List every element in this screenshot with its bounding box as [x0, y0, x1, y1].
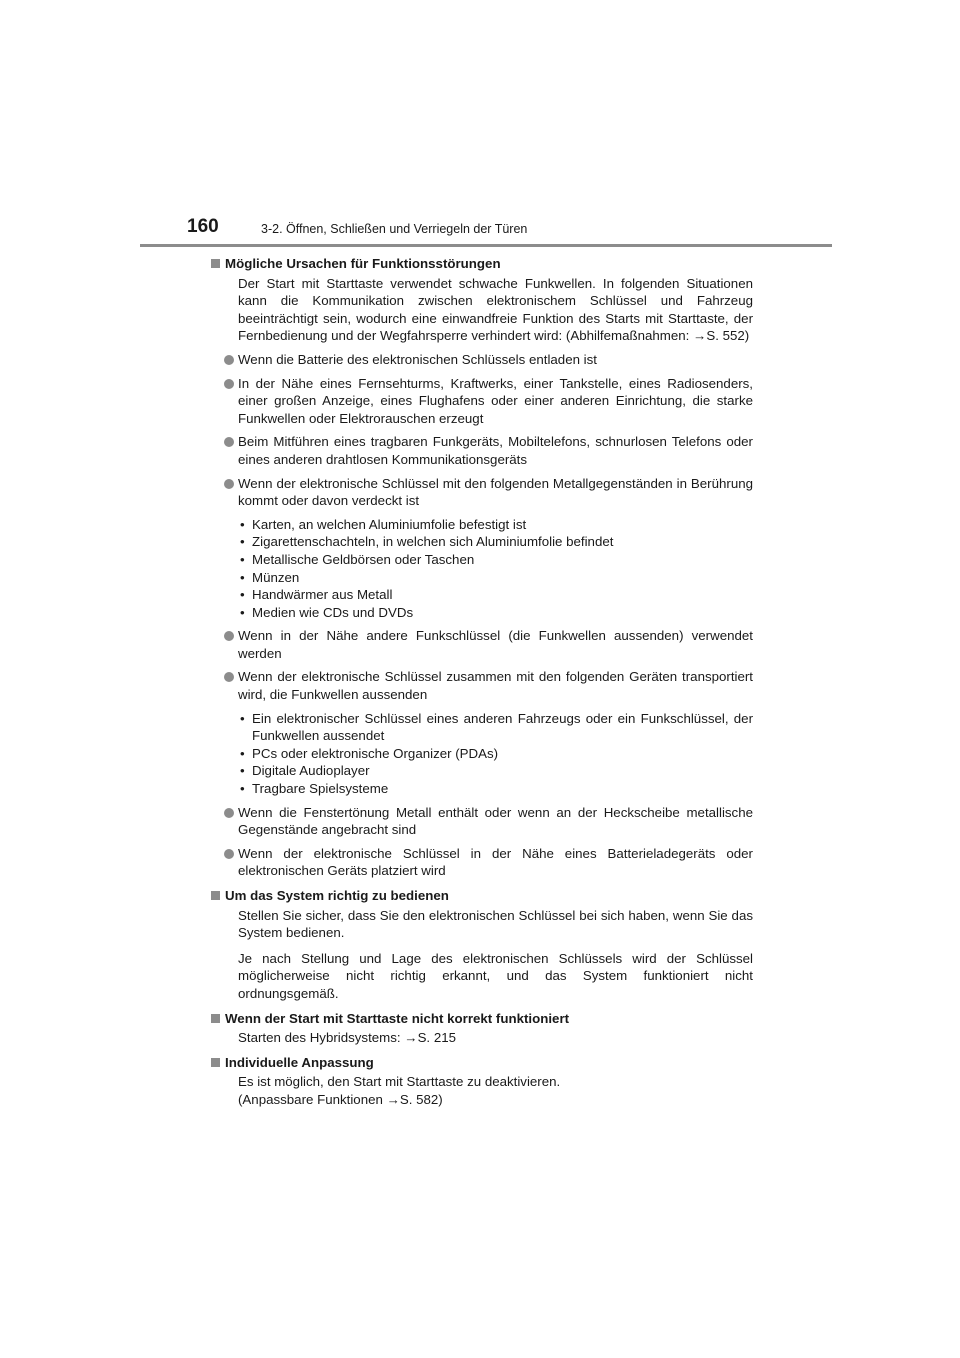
- page-header: [0, 0, 960, 250]
- circle-bullet-icon: [224, 355, 234, 365]
- list-item-text: Wenn der elektronische Schlüssel in der Nähe eines Batterieladegeräts oder elektronischen Geräts platziert wird: [238, 845, 753, 879]
- page-number: 160: [187, 216, 219, 237]
- sub-list: [211, 710, 753, 798]
- list-item-text: Beim Mitführen eines tragbaren Funkgeräts, Mobiltelefons, schnurlosen Telefons oder eines anderen drahtlosen Kommunikationsgeräts: [238, 434, 753, 467]
- sub-list-item: • Zigarettenschachteln, in welchen sich Aluminiumfolie befindet: [211, 533, 753, 551]
- circle-bullet-icon: [224, 808, 234, 818]
- sub-list-item: • Karten, an welchen Aluminiumfolie befestigt ist: [211, 516, 753, 534]
- sub-list-item: • Ein elektronischer Schlüssel eines anderen Fahrzeugs oder ein Funkschlüssel, der Funkwellen aussendet: [211, 710, 753, 745]
- sub-list: [211, 516, 753, 622]
- section-heading: [211, 255, 753, 273]
- section-heading-text: Mögliche Ursachen für Funktionsstörungen: [225, 256, 501, 271]
- list-item: [211, 845, 753, 880]
- list-item: [211, 475, 753, 510]
- section-heading-text: Wenn der Start mit Starttaste nicht korrekt funktioniert: [225, 1010, 570, 1026]
- sub-list-item: • Medien wie CDs und DVDs: [211, 604, 753, 622]
- paragraph: Stellen Sie sicher, dass Sie den elektronischen Schlüssel bei sich haben, wenn Sie das System bedienen.: [238, 907, 753, 941]
- square-bullet-icon: [211, 1014, 220, 1023]
- list-item: [211, 804, 753, 839]
- section-heading-text: Um das System richtig zu bedienen: [225, 888, 449, 903]
- chapter-title: 3-2. Öffnen, Schließen und Verriegeln der Türen: [261, 222, 528, 236]
- list-item: [211, 668, 753, 703]
- header-divider: [140, 244, 832, 247]
- paragraph: Der Start mit Starttaste verwendet schwache Funkwellen. In folgenden Situationen kann die Kommunikation zwischen elektronischem Schlüssel und Fahrzeug beeinträchtigt sein, wodurch eine einwandfreie Funktion des Starts mit Starttaste, der Fernbedienung und der Wegfahrsperre verhindert wird: (Abhilfemaßnahmen: →S. 552): [238, 275, 753, 344]
- page-content: [211, 255, 753, 1109]
- sub-list-item: • Handwärmer aus Metall: [211, 586, 753, 604]
- list-item: [211, 375, 753, 428]
- circle-bullet-icon: [224, 437, 234, 447]
- paragraph: Es ist möglich, den Start mit Starttaste zu deaktivieren.: [238, 1074, 561, 1090]
- square-bullet-icon: [211, 891, 220, 900]
- circle-bullet-icon: [224, 849, 234, 859]
- section-heading: [211, 887, 753, 905]
- sub-list-item: • PCs oder elektronische Organizer (PDAs): [211, 745, 753, 763]
- square-bullet-icon: [211, 259, 220, 268]
- section-heading-text: Individuelle Anpassung: [225, 1054, 374, 1070]
- list-item-text: Wenn die Fenstertönung Metall enthält oder wenn an der Heckscheibe metallische Gegenstände angebracht sind: [238, 804, 753, 838]
- list-item-text: Wenn der elektronische Schlüssel mit den folgenden Metallgegenständen in Berührung kommt oder davon verdeckt ist: [238, 475, 753, 509]
- circle-bullet-icon: [224, 379, 234, 389]
- sub-list-item: • Digitale Audioplayer: [211, 762, 753, 780]
- circle-bullet-icon: [224, 672, 234, 682]
- paragraph: Starten des Hybridsystems: →S. 215: [238, 1030, 457, 1046]
- list-item-text: Wenn in der Nähe andere Funkschlüssel (die Funkwellen aussenden) verwendet werden: [238, 628, 753, 661]
- paragraph: (Anpassbare Funktionen →S. 582): [238, 1091, 443, 1107]
- sub-list-item: • Metallische Geldbörsen oder Taschen: [211, 551, 753, 569]
- list-item-text: Wenn der elektronische Schlüssel zusammen mit den folgenden Geräten transportiert wird, die Funkwellen aussenden: [238, 669, 753, 703]
- paragraph: Je nach Stellung und Lage des elektronischen Schlüssels wird der Schlüssel möglicherweise nicht richtig erkannt, und das System funktioniert nicht ordnungsgemäß.: [238, 950, 753, 1001]
- sub-list-item: • Tragbare Spielsysteme: [211, 780, 753, 798]
- section-heading: [211, 1010, 753, 1028]
- section-heading: [211, 1054, 753, 1072]
- list-item: [211, 433, 753, 468]
- list-item: [211, 627, 753, 662]
- list-item-text: In der Nähe eines Fernsehturms, Kraftwerks, einer Tankstelle, eines Radiosenders, einer großen Anzeige, eines Flughafens oder einer anderen Einrichtung, die starke Funkwellen oder Elektrorauschen erzeugt: [238, 375, 753, 426]
- sub-list-item: • Münzen: [211, 569, 753, 587]
- circle-bullet-icon: [224, 631, 234, 641]
- list-item: [211, 351, 753, 369]
- square-bullet-icon: [211, 1058, 220, 1067]
- circle-bullet-icon: [224, 479, 234, 489]
- list-item-text: Wenn die Batterie des elektronischen Schlüssels entladen ist: [238, 351, 597, 367]
